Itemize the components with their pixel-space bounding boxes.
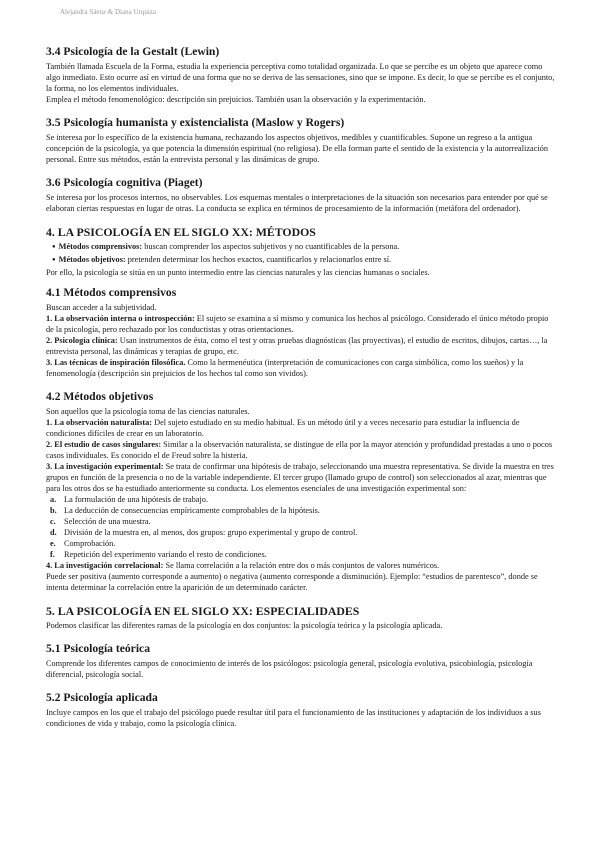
paragraph: Podemos clasificar las diferentes ramas de la psicología en dos conjuntos: la psicología teórica y la psicología aplicada.	[46, 621, 443, 630]
section-title: 5.1 Psicología teórica	[46, 642, 150, 655]
list-item	[50, 494, 556, 505]
paragraph: Incluye campos en los que el trabajo del psicólogo puede resultar útil para el funcionamiento de las instituciones y adaptación de los individuos a sus condiciones de vida y trabajo, como la psicología clínica.	[46, 708, 541, 728]
section-title: 5.2 Psicología aplicada	[46, 691, 158, 704]
numbered-item	[46, 439, 556, 461]
step-text: Comprobación.	[64, 539, 116, 548]
page-header-authors: Alejandra Sáenz & Diana Urquiza	[60, 8, 157, 16]
list-item	[50, 505, 556, 516]
step-text: Selección de una muestra.	[64, 517, 151, 526]
section-objetivos	[46, 390, 556, 593]
item-label: 2. El estudio de casos singulares:	[46, 440, 162, 449]
item-text: El sujeto se examina a sí mismo y comunica los hechos al psicólogo. Considerado el único método propio de la psicología, pero rechazado por los conductistas y otras orientaciones.	[46, 314, 549, 334]
item-label: 4. La investigación correlacional:	[46, 561, 164, 570]
step-letter: b.	[50, 506, 57, 515]
numbered-item	[46, 313, 556, 335]
section-humanista	[46, 116, 556, 165]
numbered-item	[46, 335, 556, 357]
section-metodos	[46, 225, 556, 278]
item-label: 3. Las técnicas de inspiración filosófica.	[46, 358, 186, 367]
paragraph: Se interesa por lo específico de la existencia humana, rechazando los aspectos objetivos, medibles y cuantificables. Supone un regreso a la antigua concepción de la psicología, ya que potencia la dimensión espiritual (no religiosa). De ella forman parte el sentido de la existencia y la autorrealización personal. Entre sus métodos, están la entrevista personal y las dinámicas de grupo.	[46, 133, 548, 164]
list-item	[50, 538, 556, 549]
list-item	[52, 254, 556, 267]
experiment-steps-list	[46, 494, 556, 560]
item-text: pretenden determinar los hechos exactos, cuantificarlos y relacionarlos entre sí.	[125, 255, 392, 264]
step-text: División de la muestra en, al menos, dos grupos: grupo experimental y grupo de control.	[64, 528, 358, 537]
paragraph: Se interesa por los procesos internos, no observables. Los esquemas mentales o interpretaciones de la situación son necesarios para entender por qué se elaboran ciertas respuestas en lugar de otras. La conducta se explica en términos de procesamiento de la información (metáfora del ordenador).	[46, 193, 548, 213]
step-letter: e.	[50, 539, 56, 548]
chapter-title: 5. LA PSICOLOGÍA EN EL SIGLO XX: ESPECIALIDADES	[46, 604, 360, 618]
step-text: La deducción de consecuencias empíricamente comprobables de la hipótesis.	[64, 506, 320, 515]
numbered-item	[46, 357, 556, 379]
item-label: Métodos comprensivos:	[58, 242, 143, 251]
section-especialidades	[46, 604, 556, 631]
item-text: Del sujeto estudiado en su medio habitual. Es un método útil y a veces necesario para estudiar la influencia de condiciones difíciles de crear en un laboratorio.	[46, 418, 520, 438]
item-label: 3. La investigación experimental:	[46, 462, 164, 471]
numbered-item	[46, 461, 556, 494]
item-label: 1. La observación naturalista:	[46, 418, 153, 427]
step-letter: d.	[50, 528, 57, 537]
numbered-item	[46, 417, 556, 439]
section-cognitiva	[46, 176, 556, 214]
bullet-list	[46, 241, 556, 267]
item-text: Como la hermenéutica (interpretación de comunicaciones con carga simbólica, como los sueños) y la fenomenología (descripción sin prejuicios de los hechos tal como son vividos).	[46, 358, 524, 378]
item-text: Similar a la observación naturalista, se distingue de ella por la mayor atención y profundidad prestadas a uno o pocos casos individuales. Es conocido el de Freud sobre la histeria.	[46, 440, 553, 460]
step-text: Repetición del experimento variando el resto de condiciones.	[64, 550, 267, 559]
list-item	[52, 241, 556, 254]
step-text: La formulación de una hipótesis de trabajo.	[64, 495, 208, 504]
section-comprensivos	[46, 286, 556, 379]
section-title: 4.1 Métodos comprensivos	[46, 286, 177, 299]
section-gestalt	[46, 45, 556, 105]
item-text: Se trata de confirmar una hipótesis de trabajo, seleccionando una muestra representativa. Se divide la muestra en tres grupos en función de la presencia o no de la variable independiente. El tercer grupo (llamado grupo de control) son seleccionados al azar, mientras que para los otros dos se ha estudiado anteriormente su conducta. Los elementos esenciales de una investigación experimental son:	[46, 462, 554, 493]
section-teorica	[46, 642, 556, 680]
item-text: Se llama correlación a la relación entre dos o más conjuntos de valores numéricos.	[163, 561, 440, 570]
page-content	[46, 45, 556, 740]
step-letter: a.	[50, 495, 57, 504]
list-item	[50, 516, 556, 527]
numbered-item	[46, 560, 556, 571]
list-item	[50, 527, 556, 538]
item-label: 2. Psicología clínica:	[46, 336, 118, 345]
chapter-title: 4. LA PSICOLOGÍA EN EL SIGLO XX: MÉTODOS	[46, 225, 316, 239]
section-title: 3.5 Psicología humanista y existencialista (Maslow y Rogers)	[46, 116, 345, 129]
paragraph: Puede ser positiva (aumento corresponde a aumento) o negativa (aumento corresponde a disminución). Ejemplo: “estudios de parentesco”, donde se intenta determinar la correlación entre la aparición de un determinado carácter.	[46, 572, 538, 592]
list-item	[50, 549, 556, 560]
section-title: 3.6 Psicología cognitiva (Piaget)	[46, 176, 203, 189]
paragraph: Comprende los diferentes campos de conocimiento de interés de los psicólogos: psicología general, psicología evolutiva, psicobiología, psicología diferencial, psicología social.	[46, 659, 533, 679]
section-aplicada	[46, 691, 556, 729]
item-label: 1. La observación interna o introspección:	[46, 314, 195, 323]
paragraph: Son aquellos que la psicología toma de las ciencias naturales.	[46, 407, 250, 416]
paragraph: Por ello, la psicología se sitúa en un punto intermedio entre las ciencias naturales y las ciencias humanas o sociales.	[46, 268, 430, 277]
section-title: 3.4 Psicología de la Gestalt (Lewin)	[46, 45, 220, 58]
item-label: Métodos objetivos:	[58, 255, 126, 264]
item-text: buscan comprender los aspectos subjetivos y no cuantificables de la persona.	[142, 242, 400, 251]
paragraph: Buscan acceder a la subjetividad.	[46, 303, 157, 312]
item-text: Usan instrumentos de ésta, como el test y otras pruebas diagnósticas (las proyectivas), el estudio de escritos, dibujos, cartas…, la entrevista personal, las dinámicas y terapias de grupo, etc.	[46, 336, 548, 356]
step-letter: c.	[50, 517, 56, 526]
step-letter: f.	[50, 550, 55, 559]
section-title: 4.2 Métodos objetivos	[46, 390, 154, 403]
paragraph: Emplea el método fenomenológico: descripción sin prejuicios. También usan la observación y la experimentación.	[46, 95, 426, 104]
paragraph: También llamada Escuela de la Forma, estudia la experiencia perceptiva como totalidad organizada. Lo que se percibe es un objeto que aparece como algo inmediato. Esto ocurre así en virtud de una forma que no se deriva de las sensaciones, sino que se impone. Es decir, lo que se percibe es el conjunto, la forma, no los elementos individuales.	[46, 62, 555, 93]
